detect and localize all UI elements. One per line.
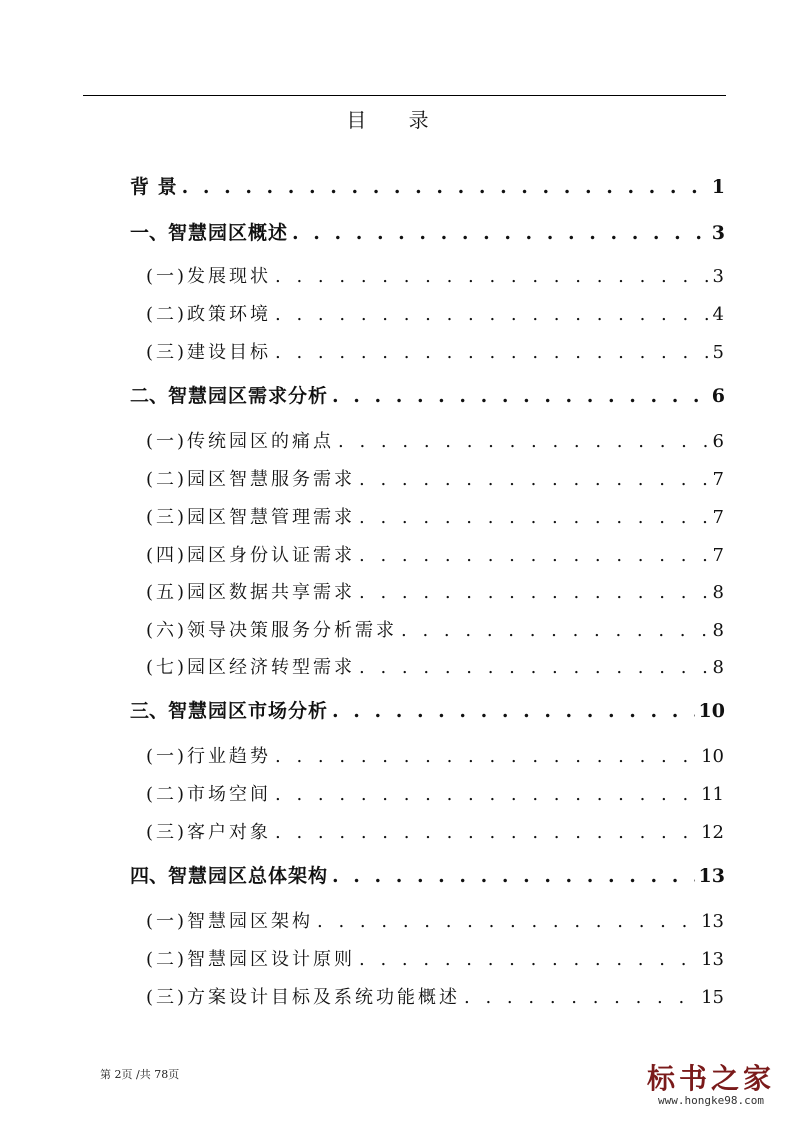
toc-entry-number: 二、	[130, 385, 169, 407]
toc-dot-leader	[275, 304, 709, 325]
toc-entry-label: (四)园区身份认证需求	[146, 545, 356, 566]
toc-section-entry[interactable]	[146, 653, 724, 679]
toc-entry-label: (一)发展现状	[146, 266, 272, 287]
toc-entry-label: (七)园区经济转型需求	[146, 657, 356, 678]
toc-section-entry[interactable]	[146, 300, 724, 326]
toc-entry-label: (五)园区数据共享需求	[146, 582, 356, 603]
toc-entry-page: 1	[711, 176, 725, 198]
toc-dot-leader	[359, 469, 709, 490]
toc-entry-label: 智慧园区概述	[168, 222, 289, 244]
watermark-logo	[636, 1064, 786, 1107]
toc-section-entry[interactable]	[146, 262, 724, 288]
toc-entry-label: (二)园区智慧服务需求	[146, 469, 356, 490]
toc-dot-leader	[332, 385, 708, 407]
toc-entry-label: (三)客户对象	[146, 822, 272, 843]
toc-entry-page: 11	[701, 784, 724, 805]
toc-entry-page: 6	[712, 431, 724, 452]
toc-entry-label: (三)建设目标	[146, 342, 272, 363]
toc-chapter-entry[interactable]	[130, 172, 725, 199]
toc-entry-page: 3	[712, 266, 724, 287]
toc-entry-label: (三)园区智慧管理需求	[146, 507, 356, 528]
toc-section-entry[interactable]	[146, 616, 724, 642]
toc-chapter-entry[interactable]	[130, 861, 725, 888]
toc-dot-leader	[338, 431, 709, 452]
toc-dot-leader	[182, 176, 708, 198]
toc-dot-leader	[359, 582, 709, 603]
toc-dot-leader	[359, 507, 709, 528]
toc-section-entry[interactable]	[146, 503, 724, 529]
toc-section-entry[interactable]	[146, 465, 724, 491]
toc-entry-label: (二)市场空间	[146, 784, 272, 805]
toc-dot-leader	[275, 746, 697, 767]
toc-entry-label: (二)政策环境	[146, 304, 272, 325]
toc-entry-page: 7	[712, 545, 724, 566]
toc-entry-label: 智慧园区总体架构	[168, 865, 329, 887]
toc-dot-leader	[317, 911, 697, 932]
toc-dot-leader	[359, 545, 709, 566]
toc-entry-page: 10	[698, 700, 725, 722]
toc-dot-leader	[275, 342, 709, 363]
toc-dot-leader	[275, 784, 697, 805]
toc-dot-leader	[359, 949, 697, 970]
toc-dot-leader	[275, 266, 709, 287]
toc-section-entry[interactable]	[146, 541, 724, 567]
toc-entry-number: 三、	[130, 700, 169, 722]
toc-entry-page: 7	[712, 507, 724, 528]
toc-section-entry[interactable]	[146, 983, 724, 1009]
toc-entry-page: 12	[701, 822, 724, 843]
toc-section-entry[interactable]	[146, 945, 724, 971]
toc-entry-page: 8	[712, 582, 724, 603]
toc-entry-page: 8	[712, 620, 724, 641]
footer-page-info: 第 2页 /共 78页	[100, 1068, 180, 1081]
toc-entry-page: 4	[712, 304, 724, 325]
toc-entry-label: (六)领导决策服务分析需求	[146, 620, 398, 641]
toc-section-entry[interactable]	[146, 578, 724, 604]
toc-entry-label: (一)行业趋势	[146, 746, 272, 767]
toc-chapter-entry[interactable]	[130, 381, 725, 408]
toc-entry-page: 5	[712, 342, 724, 363]
toc-entry-label: (一)传统园区的痛点	[146, 431, 335, 452]
watermark-url: www.hongke98.com	[658, 1094, 764, 1107]
toc-dot-leader	[332, 700, 695, 722]
toc-entry-label: 智慧园区需求分析	[168, 385, 329, 407]
toc-title: 目 录	[346, 108, 447, 132]
toc-entry-page: 13	[701, 911, 724, 932]
toc-section-entry[interactable]	[146, 907, 724, 933]
toc-dot-leader	[332, 865, 695, 887]
toc-dot-leader	[275, 822, 697, 843]
toc-entry-number: 四、	[130, 865, 169, 887]
toc-entry-page: 7	[712, 469, 724, 490]
toc-chapter-entry[interactable]	[130, 696, 725, 723]
toc-section-entry[interactable]	[146, 427, 724, 453]
toc-entry-label: (一)智慧园区架构	[146, 911, 314, 932]
toc-section-entry[interactable]	[146, 818, 724, 844]
toc-dot-leader	[292, 222, 708, 244]
toc-entry-number: 一、	[130, 222, 169, 244]
toc-entry-page: 8	[712, 657, 724, 678]
toc-chapter-entry[interactable]	[130, 218, 725, 245]
toc-dot-leader	[401, 620, 709, 641]
toc-section-entry[interactable]	[146, 742, 724, 768]
toc-dot-leader	[464, 987, 697, 1008]
toc-entry-label: (二)智慧园区设计原则	[146, 949, 356, 970]
toc-entry-page: 13	[701, 949, 724, 970]
toc-section-entry[interactable]	[146, 338, 724, 364]
toc-entry-page: 15	[701, 987, 724, 1008]
toc-entry-page: 10	[701, 746, 724, 767]
toc-entry-page: 13	[698, 865, 725, 887]
toc-entry-page: 6	[711, 385, 725, 407]
toc-entry-label: 智慧园区市场分析	[168, 700, 329, 722]
toc-dot-leader	[359, 657, 709, 678]
toc-section-entry[interactable]	[146, 780, 724, 806]
toc-entry-label: 背 景	[130, 176, 178, 198]
toc-entry-label: (三)方案设计目标及系统功能概述	[146, 987, 461, 1008]
watermark-title: 标书之家	[646, 1062, 775, 1095]
toc-entry-page: 3	[711, 222, 725, 244]
